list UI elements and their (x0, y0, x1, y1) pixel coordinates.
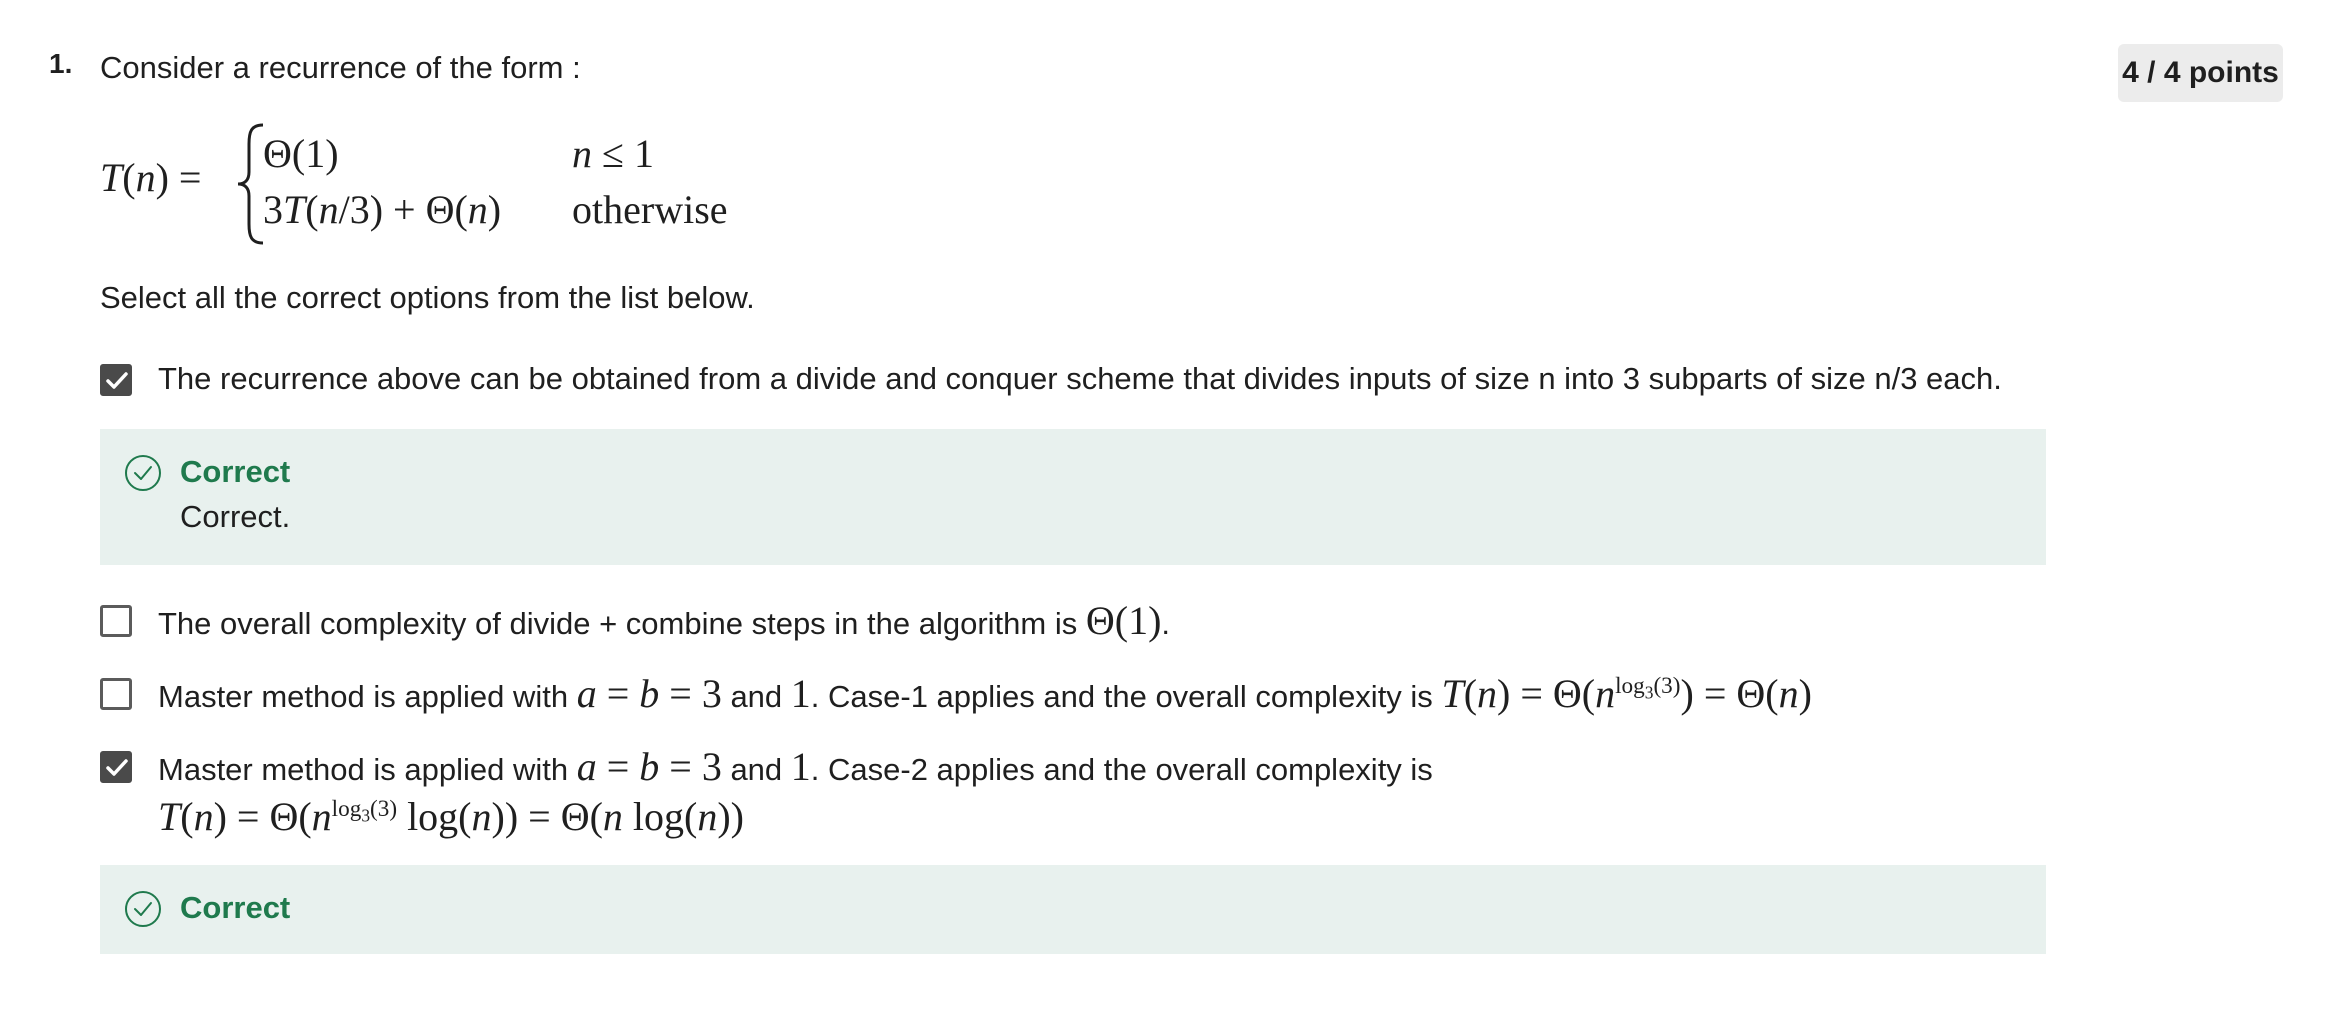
option-3-math-ab: a = b = 3 (576, 671, 722, 716)
option-2-text: The overall complexity of divide + combine steps in the algorithm is (158, 606, 1086, 641)
option-2-label (158, 597, 1170, 644)
question-number: 1. (49, 48, 73, 79)
option-1-checkbox[interactable] (100, 364, 132, 396)
option-2-checkbox[interactable] (100, 605, 132, 637)
option-3-math-one: 1 (790, 671, 811, 716)
option-3-math-result: $T(n) = \Theta(n^{log_3(3)}) = \Theta(n)$ (1441, 671, 1812, 716)
feedback-2-title: Correct (180, 890, 291, 925)
question-prompt: Consider a recurrence of the form : (100, 50, 581, 85)
check-circle-icon (124, 454, 162, 492)
case1-expression: Θ(1) (263, 131, 339, 176)
feedback-panel-2 (100, 865, 2046, 954)
option-2-math: Θ(1) (1085, 598, 1162, 643)
option-4-math-one: 1 (790, 744, 811, 789)
feedback-1-title: Correct (180, 454, 291, 489)
case2-expression: 3T(n/3) + Θ(n) (263, 187, 502, 232)
option-4-math-result: $T(n) = \Theta(n^{log_3(3)}$ log(n)) = Θ(n log(n)) (158, 794, 744, 839)
case2-condition: otherwise (572, 187, 728, 232)
feedback-panel-1 (100, 429, 2046, 565)
option-3-text-mid: . Case-1 applies and the overall complexity is (810, 679, 1442, 714)
option-1-label: The recurrence above can be obtained from a divide and conquer scheme that divides inputs of size n into 3 subparts of size n/3 each. (158, 361, 2002, 396)
feedback-1-body: Correct. (180, 499, 291, 534)
option-4-text: Master method is applied with (158, 752, 577, 787)
points-badge: 4 / 4 points (2118, 44, 2283, 102)
option-4-text-mid: . Case-2 applies and the overall complexity is (810, 752, 1433, 787)
option-3-text: Master method is applied with (158, 679, 577, 714)
option-4-text-and: and (721, 752, 791, 787)
check-circle-icon (124, 890, 162, 928)
option-4-math-ab: a = b = 3 (576, 744, 722, 789)
instruction-text: Select all the correct options from the list below. (100, 280, 755, 315)
option-3-label (158, 670, 1812, 717)
option-2-text-end: . (1161, 606, 1171, 641)
checkmark-icon (105, 757, 129, 779)
checkmark-icon (105, 370, 129, 392)
option-3-checkbox[interactable] (100, 678, 132, 710)
formula-lhs: T(n) = (100, 155, 202, 200)
option-4-label (158, 743, 1433, 790)
option-4-checkbox[interactable] (100, 751, 132, 783)
option-3-text-and: and (721, 679, 791, 714)
case1-condition: n ≤ 1 (572, 131, 654, 176)
option-4-result (158, 793, 744, 840)
